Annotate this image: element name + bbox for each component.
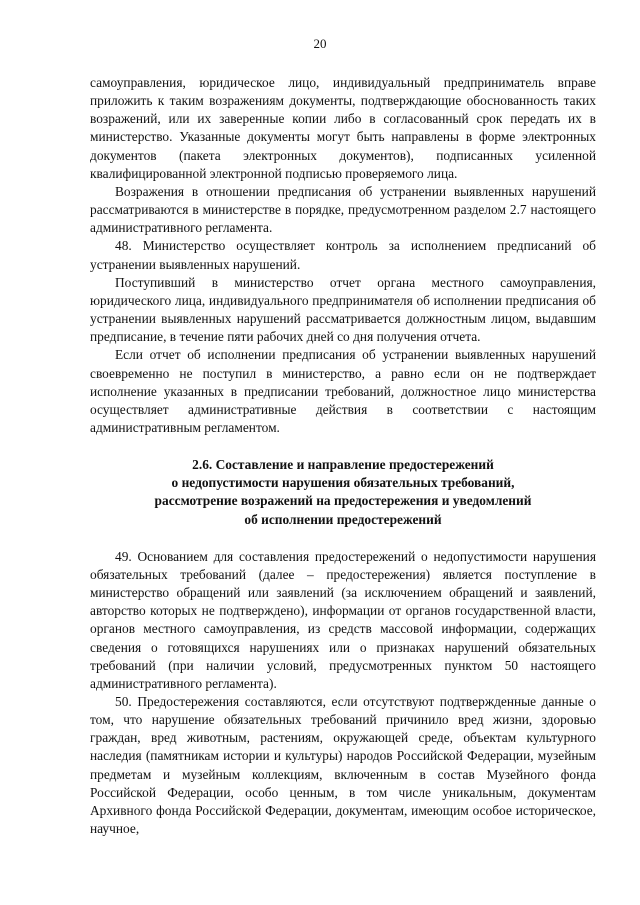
document-body [90, 74, 596, 838]
paragraph-item-49: 49. Основанием для составления предостережений о недопустимости нарушения обязательных требований (далее – предостережения) является поступление в министерство обращений или заявлений (за исключением обращений и заявлений, авторство которых не подтверждено), информации от органов государственной власти, органов местного самоуправления, из средств массовой информации, содержащих сведения о готовящихся нарушениях или о признаках нарушений обязательных требований (при наличии условий, предусмотренных пунктом 50 настоящего административного регламента). [90, 548, 596, 691]
paragraph-continuation: самоуправления, юридическое лицо, индивидуальный предприниматель вправе приложить к таким возражениям документы, подтверждающие обоснованность таких возражений, или их заверенные копии либо в согласованный срок передать их в министерство. Указанные документы могут быть направлены в форме электронных документов (пакета электронных документов), подписанных усиленной квалифицированной электронной подписью проверяемого лица. [90, 75, 596, 181]
paragraph-report-missing: Если отчет об исполнении предписания об устранении выявленных нарушений своевременно не поступил в министерство, а равно если он не подтверждает исполнение указанных в предписании требований, должностное лицо министерства осуществляет административные действия в соответствии с настоящим административным регламентом. [90, 347, 596, 435]
paragraph-item-48: 48. Министерство осуществляет контроль за исполнением предписаний об устранении выявленных нарушений. [90, 238, 596, 272]
paragraph-objections: Возражения в отношении предписания об устранении выявленных нарушений рассматриваются в министерстве в порядке, предусмотренном разделом 2.7 настоящего административного регламента. [90, 183, 596, 236]
section-heading-line: 2.6. Составление и направление предостережений [192, 457, 494, 473]
section-heading-line: рассмотрение возражений на предостережения и уведомлений [154, 493, 532, 509]
paragraph-report-review: Поступивший в министерство отчет органа местного самоуправления, юридического лица, индивидуального предпринимателя об исполнении предписания об устранении выявленных нарушений рассматривается должностным лицом, выдавшим предписание, в течение пяти рабочих дней со дня получения отчета. [90, 274, 596, 345]
section-heading-line: об исполнении предостережений [244, 511, 442, 527]
section-heading-line: о недопустимости нарушения обязательных требований, [171, 475, 515, 491]
page-number: 20 [313, 36, 327, 51]
section-heading-2-6 [90, 456, 596, 529]
paragraph-item-50: 50. Предостережения составляются, если отсутствуют подтвержденные данные о том, что нарушение обязательных требований причинило вред жизни, здоровью граждан, вред животным, растениям, окружающей среде, объектам культурного наследия (памятникам истории и культуры) народов Российской Федерации, музейным предметам и музейным коллекциям, включенным в состав Музейного фонда Российской Федерации, особо ценным, в том числе уникальным, документам Архивного фонда Российской Федерации, документам, имеющим особое историческое, научное, [90, 694, 596, 837]
